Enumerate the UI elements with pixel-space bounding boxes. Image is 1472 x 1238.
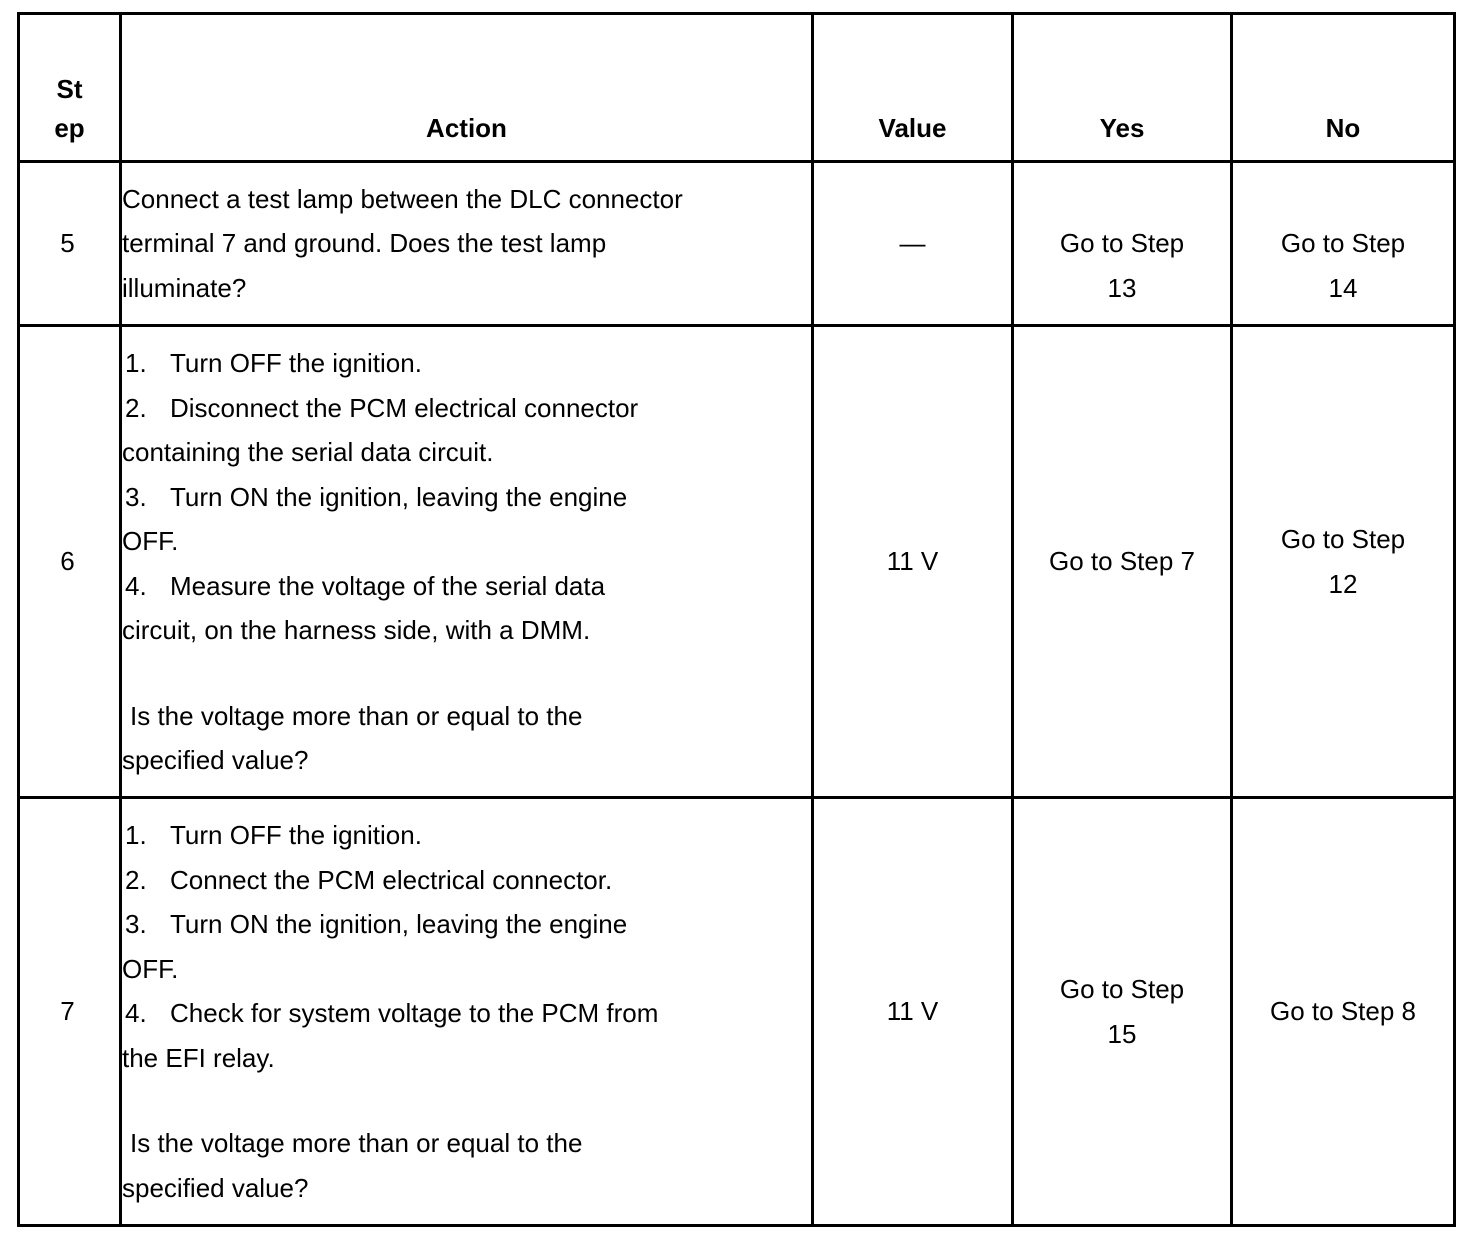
item-number: 3. (125, 909, 147, 939)
action-item (122, 564, 811, 609)
header-yes: Yes (1013, 14, 1232, 162)
no-line: Go to Step (1280, 228, 1406, 258)
spacer (122, 653, 811, 694)
item-continuation: OFF. (122, 526, 179, 556)
action-cell (121, 798, 813, 1226)
yes-cell: Go to Step 7 (1013, 326, 1232, 798)
no-line: 12 (1328, 568, 1358, 599)
item-text: Turn ON the ignition, leaving the engine (170, 481, 628, 512)
item-continuation: containing the serial data circuit. (122, 437, 494, 467)
value-cell: 11 V (813, 326, 1013, 798)
step-number (19, 326, 121, 798)
action-line: Connect a test lamp between the DLC connector (122, 183, 683, 214)
action-item (122, 475, 811, 520)
value-cell: — (813, 162, 1013, 326)
item-number: 4. (125, 998, 147, 1028)
action-cell (121, 326, 813, 798)
no-line: Go to Step (1280, 524, 1406, 554)
diagnostic-table (17, 12, 1456, 1227)
item-text: Connect the PCM electrical connector. (170, 864, 613, 895)
no-cell (1232, 162, 1455, 326)
header-step-line1: St (56, 74, 83, 104)
action-cell (121, 162, 813, 326)
yes-line: Go to Step (1059, 974, 1185, 1004)
question-line: specified value? (122, 1172, 309, 1203)
action-item (122, 991, 811, 1036)
item-text: Check for system voltage to the PCM from (170, 998, 659, 1028)
yes-line: Go to Step (1059, 228, 1185, 258)
item-text: Measure the voltage of the serial data (170, 570, 606, 601)
item-number: 2. (125, 392, 147, 423)
item-text: Turn OFF the ignition. (170, 348, 422, 378)
item-number: 1. (125, 348, 147, 378)
header-no: No (1232, 14, 1455, 162)
item-text: Turn OFF the ignition. (170, 820, 422, 850)
action-item (122, 813, 811, 858)
item-number: 2. (125, 864, 147, 895)
item-continuation: the EFI relay. (122, 1042, 275, 1073)
header-action: Action (121, 14, 813, 162)
item-number: 1. (125, 820, 147, 850)
header-row (19, 14, 1455, 162)
no-cell: Go to Step 8 (1232, 798, 1455, 1226)
no-cell (1232, 326, 1455, 798)
value-cell: 11 V (813, 798, 1013, 1226)
question-line: Is the voltage more than or equal to the (130, 700, 583, 731)
action-item (122, 858, 811, 903)
item-continuation: circuit, on the harness side, with a DMM. (122, 615, 591, 645)
action-item (122, 902, 811, 947)
item-number: 4. (125, 570, 147, 601)
header-step (19, 14, 121, 162)
yes-cell (1013, 162, 1232, 326)
table-row (19, 162, 1455, 326)
item-continuation: OFF. (122, 953, 179, 984)
step-number (19, 798, 121, 1226)
yes-cell (1013, 798, 1232, 1226)
step-7-label: 7 (60, 996, 75, 1027)
action-item (122, 386, 811, 431)
item-text: Turn ON the ignition, leaving the engine (170, 909, 628, 939)
yes-line: 13 (1107, 272, 1137, 303)
no-line: 14 (1328, 272, 1358, 303)
question-line: specified value? (122, 745, 309, 775)
action-line: terminal 7 and ground. Does the test lamp (122, 228, 607, 259)
action-item (122, 341, 811, 386)
header-value: Value (813, 14, 1013, 162)
step-5-label: 5 (60, 228, 75, 259)
item-text: Disconnect the PCM electrical connector (170, 392, 639, 423)
table-row (19, 798, 1455, 1226)
step-6-label: 6 (60, 546, 75, 577)
header-step-line2: ep (54, 113, 85, 143)
item-number: 3. (125, 481, 147, 512)
step-number (19, 162, 121, 326)
spacer (122, 1080, 811, 1121)
table-row (19, 326, 1455, 798)
yes-line: 15 (1107, 1018, 1137, 1049)
action-line: illuminate? (122, 272, 247, 303)
question-line: Is the voltage more than or equal to the (130, 1128, 583, 1158)
